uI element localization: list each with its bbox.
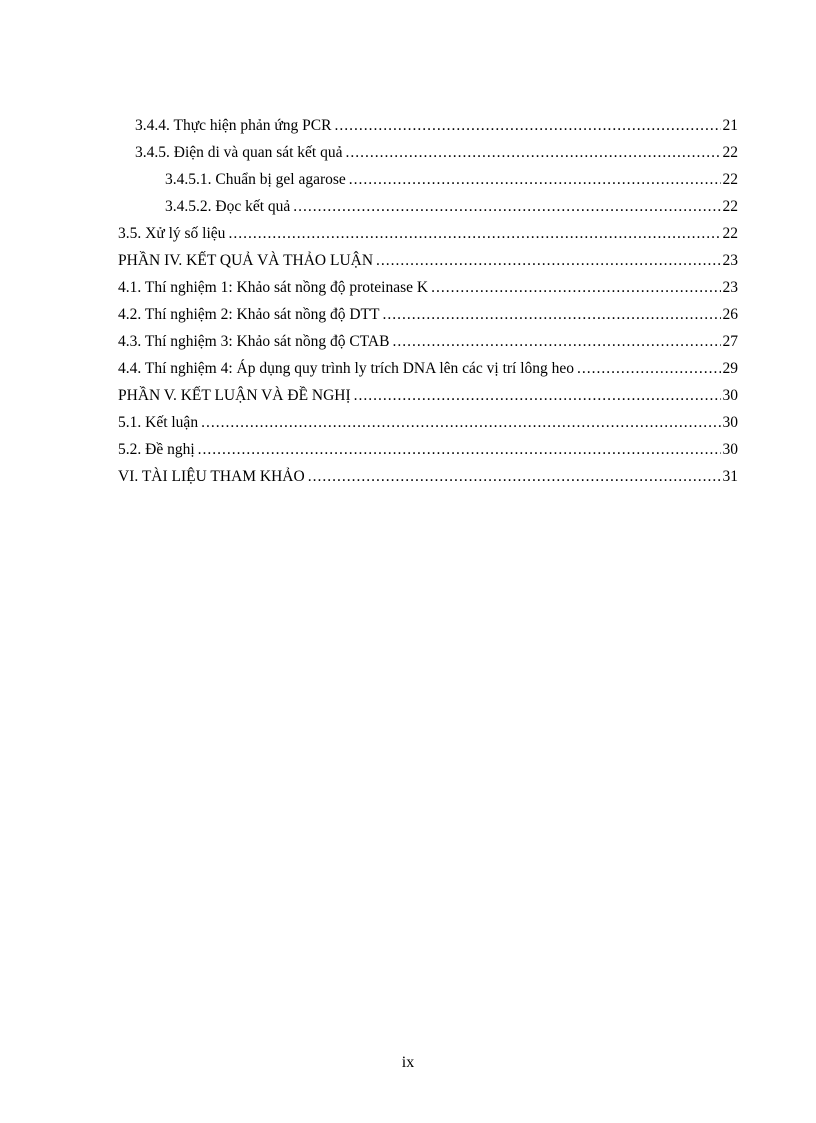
toc-entry[interactable]	[118, 274, 738, 301]
table-of-contents	[118, 112, 738, 490]
toc-entry[interactable]	[118, 382, 738, 409]
toc-entry-page: 30	[722, 387, 738, 404]
toc-dot-leader	[293, 193, 720, 220]
toc-dot-leader	[198, 436, 721, 463]
toc-entry[interactable]	[118, 139, 738, 166]
toc-entry-title: 3.4.5.2. Đọc kết quả	[165, 198, 291, 215]
toc-dot-leader	[308, 463, 721, 490]
toc-entry-page: 22	[722, 171, 738, 188]
toc-entry-page: 23	[722, 252, 738, 269]
toc-entry-title: VI. TÀI LIỆU THAM KHẢO	[118, 468, 305, 485]
toc-entry-page: 27	[722, 333, 738, 350]
toc-entry[interactable]	[118, 112, 738, 139]
toc-dot-leader	[201, 409, 720, 436]
toc-entry-page: 29	[722, 360, 738, 377]
toc-entry[interactable]	[118, 436, 738, 463]
toc-entry[interactable]	[118, 301, 738, 328]
toc-entry-page: 22	[722, 144, 738, 161]
toc-entry-title: 3.4.5. Điện di và quan sát kết quả	[135, 144, 343, 161]
toc-entry-page: 21	[722, 117, 738, 134]
toc-entry-page: 22	[722, 198, 738, 215]
toc-entry-page: 30	[722, 441, 738, 458]
toc-entry-page: 30	[722, 414, 738, 431]
toc-entry-title: PHẦN V. KẾT LUẬN VÀ ĐỀ NGHỊ	[118, 387, 351, 404]
toc-entry-title: 4.2. Thí nghiệm 2: Khảo sát nồng độ DTT	[118, 306, 380, 323]
toc-entry-title: 3.4.4. Thực hiện phản ứng PCR	[135, 117, 332, 134]
toc-dot-leader	[354, 382, 721, 409]
toc-entry[interactable]	[118, 193, 738, 220]
toc-entry-page: 26	[722, 306, 738, 323]
toc-entry-title: 3.4.5.1. Chuẩn bị gel agarose	[165, 171, 346, 188]
toc-dot-leader	[392, 328, 720, 355]
page-number: ix	[401, 1054, 415, 1071]
toc-entry[interactable]	[118, 166, 738, 193]
toc-entry-title: 4.1. Thí nghiệm 1: Khảo sát nồng độ proteinase K	[118, 279, 429, 296]
toc-entry-title: 5.2. Đề nghị	[118, 441, 195, 458]
toc-dot-leader	[577, 355, 720, 382]
toc-dot-leader	[382, 301, 720, 328]
toc-entry[interactable]	[118, 328, 738, 355]
toc-entry-page: 23	[722, 279, 738, 296]
toc-entry-title: 5.1. Kết luận	[118, 414, 199, 431]
toc-dot-leader	[228, 220, 720, 247]
toc-entry-title: 4.4. Thí nghiệm 4: Áp dụng quy trình ly trích DNA lên các vị trí lông heo	[118, 360, 575, 377]
toc-entry-page: 31	[722, 468, 738, 485]
toc-entry-title: PHẦN IV. KẾT QUẢ VÀ THẢO LUẬN	[118, 252, 374, 269]
toc-dot-leader	[376, 247, 720, 274]
toc-entry[interactable]	[118, 220, 738, 247]
toc-entry[interactable]	[118, 463, 738, 490]
toc-dot-leader	[345, 139, 720, 166]
toc-entry-page: 22	[722, 225, 738, 242]
toc-entry[interactable]	[118, 355, 738, 382]
toc-entry-title: 3.5. Xử lý số liệu	[118, 225, 226, 242]
toc-entry[interactable]	[118, 409, 738, 436]
toc-dot-leader	[334, 112, 720, 139]
toc-dot-leader	[431, 274, 720, 301]
toc-dot-leader	[349, 166, 721, 193]
toc-entry[interactable]	[118, 247, 738, 274]
toc-entry-title: 4.3. Thí nghiệm 3: Khảo sát nồng độ CTAB	[118, 333, 390, 350]
